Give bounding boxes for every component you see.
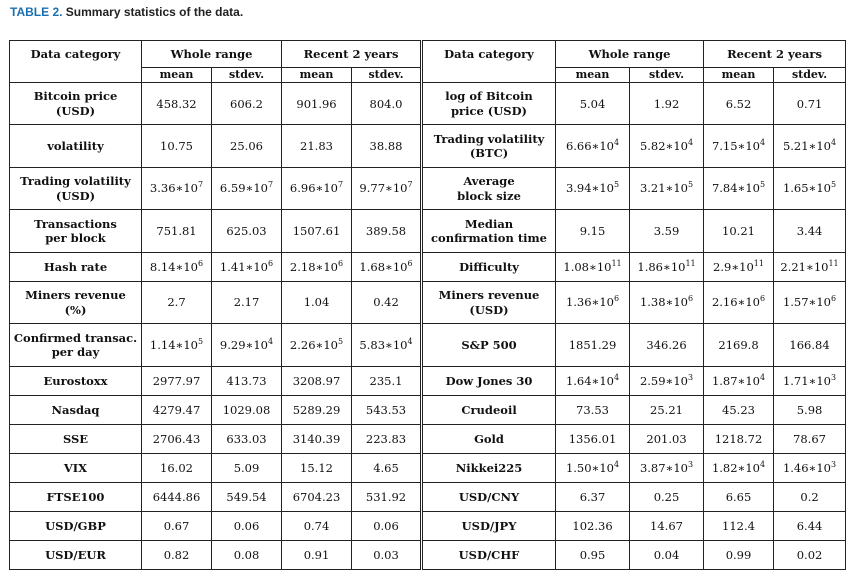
whole-mean-cell: 751.81	[142, 210, 212, 252]
whole-stdev-cell: 1.92	[630, 83, 704, 125]
table-row	[10, 324, 846, 366]
recent-stdev-cell: 38.88	[352, 125, 422, 167]
table-caption-label: TABLE 2.	[10, 5, 63, 19]
table-row	[10, 210, 846, 252]
whole-mean-cell: 5.04	[556, 83, 630, 125]
recent-mean-cell: $2.16∗10^6$	[704, 281, 774, 323]
header-mean: mean	[142, 68, 212, 83]
whole-stdev-cell: 25.21	[630, 395, 704, 424]
header-mean: mean	[704, 68, 774, 83]
data-category-cell: SSE	[10, 424, 142, 453]
whole-stdev-cell: 5.09	[212, 453, 282, 482]
whole-mean-cell: $1.14∗10^5$	[142, 324, 212, 366]
recent-mean-cell: $1.87∗10^4$	[704, 366, 774, 395]
whole-mean-cell: 1851.29	[556, 324, 630, 366]
recent-mean-cell: 1507.61	[282, 210, 352, 252]
recent-mean-cell: 10.21	[704, 210, 774, 252]
whole-stdev-cell: 14.67	[630, 511, 704, 540]
whole-stdev-cell: $6.59∗10^7$	[212, 167, 282, 209]
table-row	[10, 281, 846, 323]
recent-stdev-cell: $5.21∗10^4$	[774, 125, 846, 167]
whole-stdev-cell: $3.21∗10^5$	[630, 167, 704, 209]
whole-mean-cell: $3.94∗10^5$	[556, 167, 630, 209]
recent-mean-cell: 5289.29	[282, 395, 352, 424]
whole-mean-cell: 2706.43	[142, 424, 212, 453]
recent-mean-cell: 901.96	[282, 83, 352, 125]
recent-stdev-cell: 78.67	[774, 424, 846, 453]
recent-mean-cell: $1.82∗10^4$	[704, 453, 774, 482]
recent-mean-cell: 1.04	[282, 281, 352, 323]
whole-stdev-cell: $1.38∗10^6$	[630, 281, 704, 323]
data-category-cell: Nikkei225	[422, 453, 556, 482]
whole-mean-cell: $3.36∗10^7$	[142, 167, 212, 209]
whole-stdev-cell: 413.73	[212, 366, 282, 395]
recent-stdev-cell: 5.98	[774, 395, 846, 424]
table-row	[10, 366, 846, 395]
whole-stdev-cell: 201.03	[630, 424, 704, 453]
header-whole-range-right: Whole range	[556, 41, 704, 68]
table-caption-text: Summary statistics of the data.	[65, 5, 244, 19]
whole-mean-cell: 458.32	[142, 83, 212, 125]
recent-mean-cell: 0.99	[704, 540, 774, 569]
recent-stdev-cell: $1.46∗10^3$	[774, 453, 846, 482]
data-category-cell: Nasdaq	[10, 395, 142, 424]
whole-mean-cell: 6.37	[556, 482, 630, 511]
whole-mean-cell: $8.14∗10^6$	[142, 252, 212, 281]
recent-stdev-cell: 0.02	[774, 540, 846, 569]
whole-mean-cell: $1.64∗10^4$	[556, 366, 630, 395]
recent-stdev-cell: $9.77∗10^7$	[352, 167, 422, 209]
whole-stdev-cell: 606.2	[212, 83, 282, 125]
whole-mean-cell: 4279.47	[142, 395, 212, 424]
recent-stdev-cell: 4.65	[352, 453, 422, 482]
data-category-cell: USD/CHF	[422, 540, 556, 569]
whole-mean-cell: 2.7	[142, 281, 212, 323]
whole-stdev-cell: 0.08	[212, 540, 282, 569]
table-row	[10, 453, 846, 482]
data-category-cell: USD/JPY	[422, 511, 556, 540]
recent-mean-cell: $7.84∗10^5$	[704, 167, 774, 209]
recent-mean-cell: 3140.39	[282, 424, 352, 453]
recent-mean-cell: 6.65	[704, 482, 774, 511]
whole-stdev-cell: $1.86∗10^{11}$	[630, 252, 704, 281]
header-blank-left	[10, 68, 142, 83]
header-recent-left: Recent 2 years	[282, 41, 422, 68]
recent-stdev-cell: 531.92	[352, 482, 422, 511]
data-category-cell: volatility	[10, 125, 142, 167]
recent-stdev-cell: 3.44	[774, 210, 846, 252]
data-category-cell: Median confirmation time	[422, 210, 556, 252]
whole-mean-cell: 9.15	[556, 210, 630, 252]
recent-stdev-cell: 0.06	[352, 511, 422, 540]
recent-mean-cell: 1218.72	[704, 424, 774, 453]
recent-stdev-cell: 235.1	[352, 366, 422, 395]
recent-stdev-cell: 166.84	[774, 324, 846, 366]
table-caption	[10, 5, 243, 19]
whole-stdev-cell: 0.25	[630, 482, 704, 511]
data-category-cell: VIX	[10, 453, 142, 482]
recent-mean-cell: 15.12	[282, 453, 352, 482]
data-category-cell: FTSE100	[10, 482, 142, 511]
whole-mean-cell: 0.95	[556, 540, 630, 569]
recent-stdev-cell: 0.71	[774, 83, 846, 125]
table-row	[10, 395, 846, 424]
table-row	[10, 83, 846, 125]
recent-stdev-cell: 0.03	[352, 540, 422, 569]
header-whole-range-left: Whole range	[142, 41, 282, 68]
whole-mean-cell: $6.66∗10^4$	[556, 125, 630, 167]
data-category-cell: Miners revenue (%)	[10, 281, 142, 323]
table-row	[10, 125, 846, 167]
table-row	[10, 540, 846, 569]
header-recent-right: Recent 2 years	[704, 41, 846, 68]
whole-stdev-cell: 3.59	[630, 210, 704, 252]
recent-mean-cell: 2169.8	[704, 324, 774, 366]
whole-stdev-cell: $2.59∗10^3$	[630, 366, 704, 395]
data-category-cell: Crudeoil	[422, 395, 556, 424]
whole-stdev-cell: $3.87∗10^3$	[630, 453, 704, 482]
data-category-cell: USD/GBP	[10, 511, 142, 540]
header-row-groups	[10, 41, 846, 68]
header-mean: mean	[556, 68, 630, 83]
recent-mean-cell: 6704.23	[282, 482, 352, 511]
whole-mean-cell: $1.36∗10^6$	[556, 281, 630, 323]
table-row	[10, 252, 846, 281]
recent-stdev-cell: $1.65∗10^5$	[774, 167, 846, 209]
recent-stdev-cell: 804.0	[352, 83, 422, 125]
whole-mean-cell: 1356.01	[556, 424, 630, 453]
recent-mean-cell: 45.23	[704, 395, 774, 424]
data-category-cell: Hash rate	[10, 252, 142, 281]
recent-mean-cell: 0.91	[282, 540, 352, 569]
whole-mean-cell: 10.75	[142, 125, 212, 167]
header-stdev: stdev.	[630, 68, 704, 83]
recent-stdev-cell: 0.42	[352, 281, 422, 323]
header-stdev: stdev.	[774, 68, 846, 83]
header-mean: mean	[282, 68, 352, 83]
whole-mean-cell: $1.08∗10^{11}$	[556, 252, 630, 281]
whole-mean-cell: 2977.97	[142, 366, 212, 395]
recent-mean-cell: 112.4	[704, 511, 774, 540]
whole-mean-cell: 102.36	[556, 511, 630, 540]
recent-mean-cell: $7.15∗10^4$	[704, 125, 774, 167]
data-category-cell: Average block size	[422, 167, 556, 209]
data-category-cell: S&P 500	[422, 324, 556, 366]
data-category-cell: Gold	[422, 424, 556, 453]
whole-stdev-cell: 2.17	[212, 281, 282, 323]
recent-mean-cell: 6.52	[704, 83, 774, 125]
recent-stdev-cell: $1.71∗10^3$	[774, 366, 846, 395]
recent-stdev-cell: $5.83∗10^4$	[352, 324, 422, 366]
whole-stdev-cell: 346.26	[630, 324, 704, 366]
whole-mean-cell: 0.82	[142, 540, 212, 569]
whole-mean-cell: 73.53	[556, 395, 630, 424]
recent-mean-cell: $2.18∗10^6$	[282, 252, 352, 281]
header-data-category-right: Data category	[422, 41, 556, 68]
header-stdev: stdev.	[212, 68, 282, 83]
whole-mean-cell: 16.02	[142, 453, 212, 482]
table-row	[10, 482, 846, 511]
recent-mean-cell: $2.26∗10^5$	[282, 324, 352, 366]
whole-stdev-cell: $1.41∗10^6$	[212, 252, 282, 281]
whole-mean-cell: 6444.86	[142, 482, 212, 511]
data-category-cell: Dow Jones 30	[422, 366, 556, 395]
data-category-cell: Confirmed transac. per day	[10, 324, 142, 366]
data-category-cell: Difficulty	[422, 252, 556, 281]
whole-stdev-cell: 549.54	[212, 482, 282, 511]
table-row	[10, 511, 846, 540]
recent-stdev-cell: 543.53	[352, 395, 422, 424]
header-blank-right	[422, 68, 556, 83]
whole-stdev-cell: 633.03	[212, 424, 282, 453]
data-category-cell: USD/EUR	[10, 540, 142, 569]
header-stdev: stdev.	[352, 68, 422, 83]
recent-mean-cell: 0.74	[282, 511, 352, 540]
whole-mean-cell: $1.50∗10^4$	[556, 453, 630, 482]
whole-stdev-cell: 1029.08	[212, 395, 282, 424]
recent-stdev-cell: 223.83	[352, 424, 422, 453]
whole-stdev-cell: 0.04	[630, 540, 704, 569]
recent-mean-cell: $6.96∗10^7$	[282, 167, 352, 209]
data-category-cell: Eurostoxx	[10, 366, 142, 395]
recent-stdev-cell: 389.58	[352, 210, 422, 252]
header-data-category-left: Data category	[10, 41, 142, 68]
table-row	[10, 167, 846, 209]
header-row-stats	[10, 68, 846, 83]
whole-stdev-cell: 625.03	[212, 210, 282, 252]
data-category-cell: Transactions per block	[10, 210, 142, 252]
data-category-cell: USD/CNY	[422, 482, 556, 511]
data-category-cell: log of Bitcoin price (USD)	[422, 83, 556, 125]
whole-mean-cell: 0.67	[142, 511, 212, 540]
whole-stdev-cell: $9.29∗10^4$	[212, 324, 282, 366]
summary-statistics-table	[9, 40, 846, 570]
recent-stdev-cell: $1.57∗10^6$	[774, 281, 846, 323]
recent-stdev-cell: $2.21∗10^{11}$	[774, 252, 846, 281]
recent-mean-cell: $2.9∗10^{11}$	[704, 252, 774, 281]
recent-mean-cell: 21.83	[282, 125, 352, 167]
recent-mean-cell: 3208.97	[282, 366, 352, 395]
recent-stdev-cell: 0.2	[774, 482, 846, 511]
table-row	[10, 424, 846, 453]
data-category-cell: Trading volatility (USD)	[10, 167, 142, 209]
whole-stdev-cell: 0.06	[212, 511, 282, 540]
recent-stdev-cell: 6.44	[774, 511, 846, 540]
data-category-cell: Miners revenue (USD)	[422, 281, 556, 323]
data-category-cell: Trading volatility (BTC)	[422, 125, 556, 167]
data-category-cell: Bitcoin price (USD)	[10, 83, 142, 125]
whole-stdev-cell: $5.82∗10^4$	[630, 125, 704, 167]
recent-stdev-cell: $1.68∗10^6$	[352, 252, 422, 281]
whole-stdev-cell: 25.06	[212, 125, 282, 167]
